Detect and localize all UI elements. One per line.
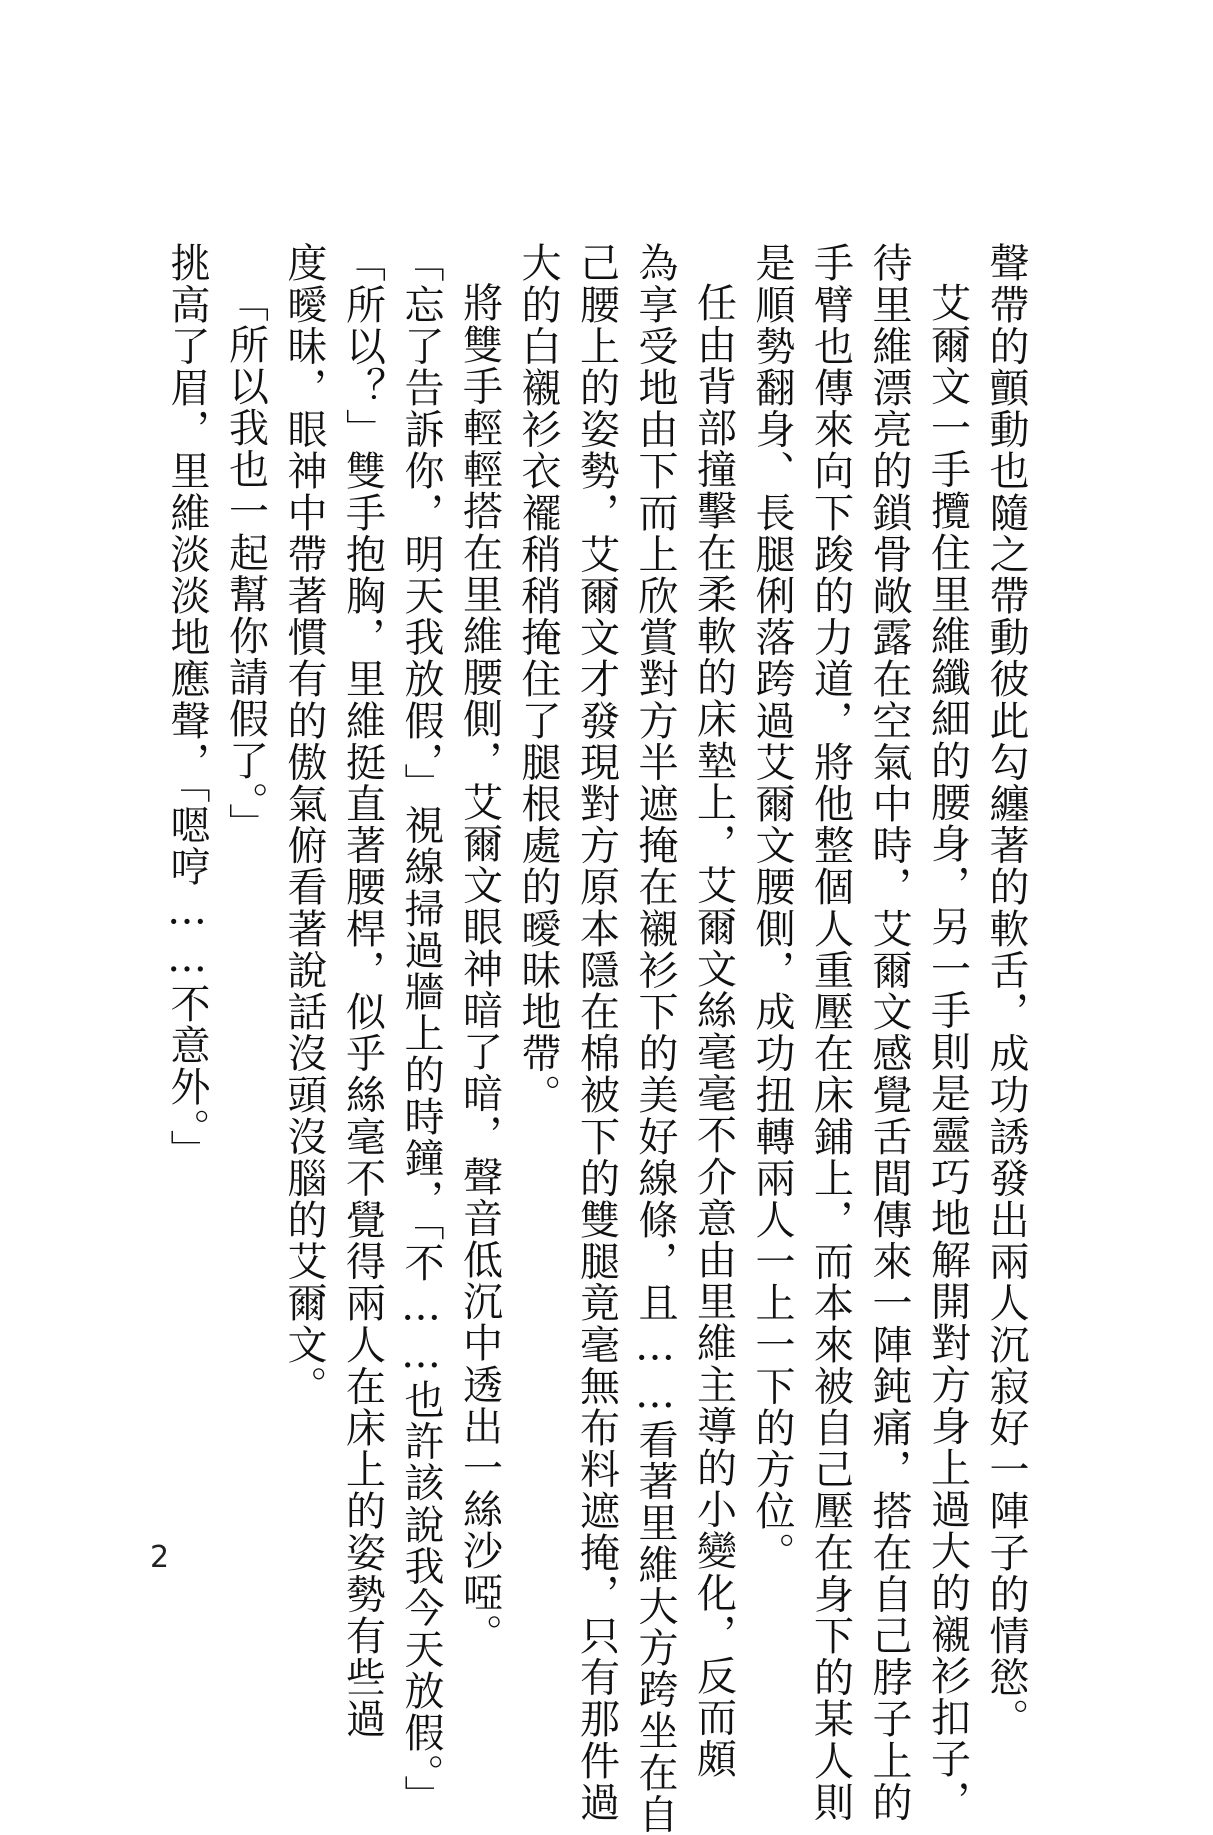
- text-column-12: 「所以？」雙手抱胸，里維挺直著腰桿，似乎絲毫不覺得兩人在床上的姿勢有些過: [339, 242, 386, 1740]
- text-column-1: 聲帶的顫動也隨之帶動彼此勾纏著的軟舌，成功誘發出兩人沉寂好一陣子的情慾。: [983, 242, 1029, 1740]
- text-column-2: 艾爾文一手攬住里維纖細的腰身，另一手則是靈巧地解開對方身上過大的襯衫扣子，: [924, 282, 971, 1822]
- vertical-text-block: [164, 242, 1035, 1835]
- text-column-8: 己腰上的姿勢，艾爾文才發現對方原本隱在棉被下的雙腿竟毫無布料遮掩，只有那件過: [573, 242, 620, 1823]
- text-column-9: 大的白襯衫衣襬稍稍掩住了腿根處的曖昧地帶。: [515, 242, 561, 1116]
- text-column-14: 「所以我也一起幫你請假了。」: [222, 282, 269, 845]
- text-column-7: 為享受地由下而上欣賞對方半遮掩在襯衫下的美好線條，且……看著里維大方跨坐在自: [632, 242, 678, 1835]
- text-column-4: 手臂也傳來向下踆的力道，將他整個人重壓在床鋪上，而本來被自己壓在身下的某人則: [807, 242, 854, 1823]
- page-number: 2: [150, 1540, 170, 1575]
- text-column-5: 是順勢翻身、長腿俐落跨過艾爾文腰側，成功扭轉兩人一上一下的方位。: [749, 242, 795, 1574]
- text-column-10: 將雙手輕輕搭在里維腰側，艾爾文眼神暗了暗，聲音低沉中透出一絲沙啞。: [456, 282, 503, 1655]
- text-column-6: 任由背部撞擊在柔軟的床墊上，艾爾文絲毫毫不介意由里維主導的小變化，反而頗: [690, 282, 737, 1780]
- text-column-3: 待里維漂亮的鎖骨敞露在空氣中時，艾爾文感覺舌間傳來一陣鈍痛，搭在自己脖子上的: [866, 242, 912, 1823]
- text-column-15: 挑高了眉，里維淡淡地應聲，「嗯哼……不意外。」: [164, 242, 210, 1171]
- text-column-11: 「忘了告訴你，明天我放假，」視線掃過牆上的時鐘，「不……也許該說我今天放假。」: [398, 242, 444, 1817]
- text-column-13: 度曖昧，眼神中帶著慣有的傲氣俯看著說話沒頭沒腦的艾爾文。: [281, 242, 327, 1407]
